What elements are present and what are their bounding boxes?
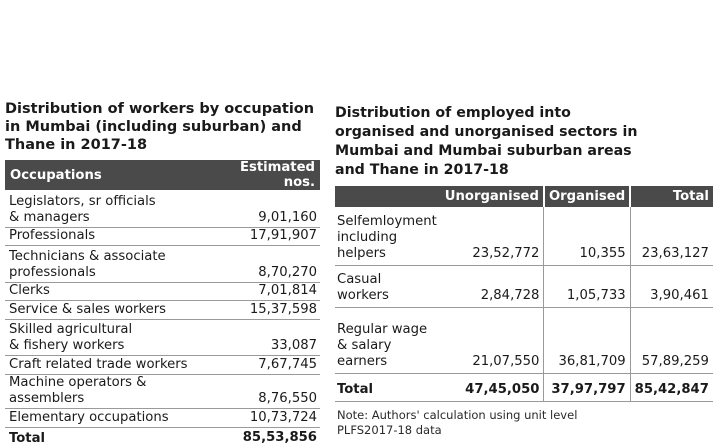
occupation-label: Elementary occupations [5, 408, 205, 427]
unorganised-header: Unorganised [441, 186, 544, 207]
occupation-value: 15,37,598 [205, 300, 320, 319]
total-value: 23,63,127 [630, 207, 713, 266]
grand-total: 85,42,847 [630, 374, 713, 402]
occupation-label: Technicians & associate professionals [5, 245, 205, 282]
occupation-value: 8,76,550 [205, 374, 320, 408]
occupation-value: 10,73,724 [205, 408, 320, 427]
occupation-value: 33,087 [205, 319, 320, 355]
occupation-value: 8,70,270 [205, 245, 320, 282]
table-row [5, 319, 320, 355]
occupation-value: 17,91,907 [205, 227, 320, 245]
category-label: Casual workers [335, 266, 441, 308]
occupation-value: 7,67,745 [205, 355, 320, 374]
header-blank [335, 186, 441, 207]
table-row [5, 227, 320, 245]
unorganised-value: 21,07,550 [441, 308, 544, 374]
occupation-label: Professionals [5, 227, 205, 245]
category-label: Regular wage & salary earners [335, 308, 441, 374]
table-row [5, 355, 320, 374]
table-row [335, 266, 713, 308]
organised-value: 1,05,733 [544, 266, 630, 308]
occupation-label: Craft related trade workers [5, 355, 205, 374]
organised-value: 10,355 [544, 207, 630, 266]
occupation-value: 7,01,814 [205, 282, 320, 300]
occupation-label: Machine operators & assemblers [5, 374, 205, 408]
unorganised-value: 2,84,728 [441, 266, 544, 308]
table-row [5, 408, 320, 427]
occupation-label: Skilled agricultural & fishery workers [5, 319, 205, 355]
occupation-label: Service & sales workers [5, 300, 205, 319]
unorganised-value: 23,52,772 [441, 207, 544, 266]
occupation-label: Legislators, sr officials & managers [5, 190, 205, 227]
occupation-table-panel [5, 100, 320, 447]
table-row [5, 190, 320, 227]
source-note: Note: Authors' calculation using unit level PLFS2017-18 data [337, 408, 578, 437]
organised-total: 37,97,797 [544, 374, 630, 402]
table-row [5, 245, 320, 282]
organised-value: 36,81,709 [544, 308, 630, 374]
table-row [335, 308, 713, 374]
sector-table-panel [335, 104, 709, 438]
table-row [5, 282, 320, 300]
total-value: 85,53,856 [242, 430, 317, 445]
table-row [335, 207, 713, 266]
unorganised-total: 47,45,050 [441, 374, 544, 402]
category-label: Selfemloyment including helpers [335, 207, 441, 266]
table-row [5, 374, 320, 408]
sector-table [335, 186, 713, 402]
occupation-label: Clerks [5, 282, 205, 300]
total-value: 3,90,461 [630, 266, 713, 308]
occupations-header: Occupations [5, 160, 205, 190]
occupation-value: 9,01,160 [205, 190, 320, 227]
occupation-table-title: Distribution of workers by occupation in Mumbai (including suburban) and Thane in 2017-18 [5, 101, 315, 153]
table-row [5, 300, 320, 319]
occupation-table [5, 160, 320, 447]
table-header-row [5, 160, 320, 190]
organised-header: Organised [544, 186, 630, 207]
total-label: Total [9, 431, 46, 446]
total-value: 57,89,259 [630, 308, 713, 374]
total-row [5, 427, 320, 447]
sector-table-title: Distribution of employed into organised and unorganised sectors in Mumbai and Mumbai suburban areas and Thane in 2017-18 [335, 105, 638, 178]
total-row [335, 374, 713, 402]
total-label: Total [335, 374, 441, 402]
estimated-nos-header: Estimated nos. [205, 160, 320, 190]
table-header-row [335, 186, 713, 207]
total-header: Total [630, 186, 713, 207]
